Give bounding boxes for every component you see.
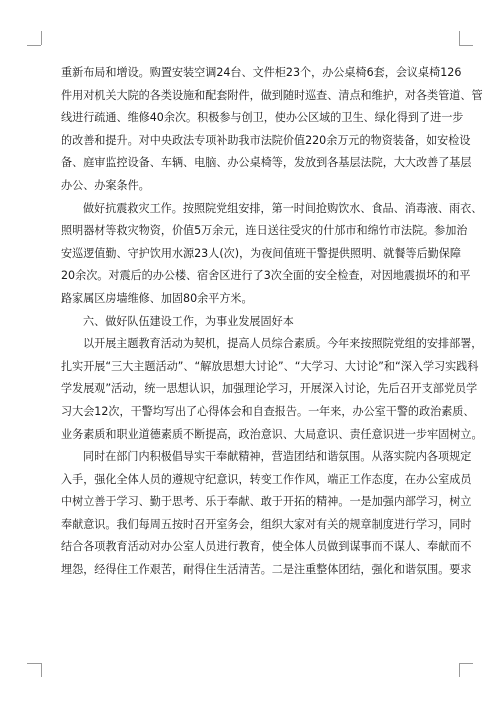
text-line: 路家属区房墙维修、加固80余平方米。 — [61, 291, 253, 305]
text-line: 扎实开展“三大主题活动”、“解放思想大讨论”、“大学习、大讨论”和“深入学习实践科 — [61, 359, 479, 373]
document-body — [61, 62, 483, 582]
paragraph-theme-education — [61, 333, 483, 446]
crop-mark-top-right-h — [459, 45, 473, 46]
crop-mark-bottom-right-h — [459, 663, 473, 664]
crop-mark-top-left-h — [27, 45, 41, 46]
crop-mark-top-right-v — [459, 31, 460, 45]
text-line: 中树立善于学习、勤于思考、乐于奉献、敢于开拓的精神。一是加强内部学习，树立 — [61, 495, 472, 509]
crop-mark-bottom-left-v — [41, 663, 42, 677]
text-line: 业务素质和职业道德素质不断提高，政治意识、大局意识、责任意识进一步牢固树立。 — [61, 427, 483, 441]
section-heading — [61, 311, 441, 334]
text-line: 学发展观”活动，统一思想认识，加强理论学习，开展深入讨论，先后召开支部党员学 — [61, 382, 478, 396]
text-line: 同时在部门内积极倡导实干奉献精神，营造团结和谐氛围。从落实院内各项规定 — [83, 450, 472, 464]
text-line: 奉献意识。我们每周五按时召开室务会，组织大家对有关的规章制度进行学习，同时 — [61, 517, 472, 531]
text-line: 的改善和提升。对中央政法专项补助我市法院价值220余万元的物资装备，如安检设 — [61, 133, 471, 147]
paragraph-facilities — [61, 62, 483, 198]
crop-mark-top-left-v — [41, 31, 42, 45]
text-line: 线进行疏通、维修40余次。积极参与创卫，使办公区域的卫生、绿化得到了进一步 — [61, 111, 464, 125]
text-line: 六、做好队伍建设工作，为事业发展固好本 — [83, 314, 294, 328]
text-line: 入手，强化全体人员的遵规守纪意识，转变工作作风，端正工作态度，在办公室成员 — [61, 472, 472, 486]
text-line: 习大会12次，干警均写出了心得体会和自查报告。一年来，办公室干警的政治素质、 — [61, 404, 475, 418]
text-line: 结合各项教育活动对办公室人员进行教育，使全体人员做到谋事而不谋人、奉献而不 — [61, 540, 472, 554]
text-line: 以开展主题教育活动为契机，提高人员综合素质。今年来按照院党组的安排部署， — [83, 337, 483, 351]
text-line: 重新布局和增设。购置安装空调24台、文件柜23个，办公桌椅6套，会议桌椅126 — [61, 66, 462, 79]
text-line: 备、庭审监控设备、车辆、电脑、办公桌椅等，发放到各基层法院，大大改善了基层 — [61, 156, 472, 170]
text-line: 20余次。对震后的办公楼、宿舍区进行了3次全面的安全检查，对因地震损坏的和平 — [61, 269, 471, 283]
crop-mark-bottom-left-h — [27, 663, 41, 664]
text-line: 做好抗震救灾工作。按照院党组安排，第一时间抢购饮水、食品、消毒液、雨衣、 — [83, 201, 483, 215]
paragraph-earthquake-relief — [61, 198, 483, 311]
paragraph-team-spirit — [61, 446, 472, 582]
text-line: 安巡逻值勤、守护饮用水源23人(次)，为夜间值班干警提供照明、就餐等后勤保障 — [61, 246, 461, 260]
text-line: 件用对机关大院的各类设施和配套附件，做到随时巡查、清点和维护，对各类管道、管 — [61, 88, 483, 102]
text-line: 埋怨，经得住工作艰苦，耐得住生活清苦。二是注重整体团结，强化和谐氛围。要求 — [61, 563, 472, 577]
crop-mark-bottom-right-v — [459, 663, 460, 677]
text-line: 照明器材等救灾物资，价值5万余元，连日送往受灾的什邡市和绵竹市法院。参加治 — [61, 224, 468, 238]
text-line: 办公、办案条件。 — [61, 178, 150, 192]
